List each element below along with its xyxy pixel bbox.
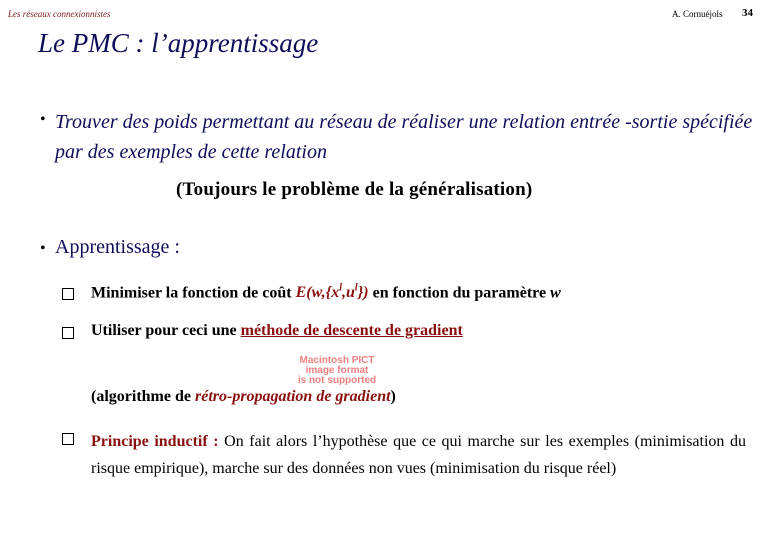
pict-line-3: is not supported xyxy=(297,375,377,385)
subitem-minimise-pre: Minimiser la fonction de coût xyxy=(91,284,296,302)
header-course-title: Les réseaux connexionnistes xyxy=(8,9,111,19)
checkbox-square-icon xyxy=(62,288,74,300)
formula-mid: ,u xyxy=(342,284,355,302)
pict-line-1: Macintosh PICT xyxy=(299,355,375,366)
generalisation-note: (Toujours le problème de la généralisation) xyxy=(176,179,533,200)
backprop-pre: (algorithme de xyxy=(91,388,195,405)
header-author: A. Cornuéjols xyxy=(672,9,723,19)
page-number: 34 xyxy=(742,7,753,19)
formula-end: }) xyxy=(357,284,369,302)
bullet-dot-icon: • xyxy=(40,240,46,257)
slide-title: Le PMC : l’apprentissage xyxy=(38,28,319,58)
bullet-learning-text: Apprentissage : xyxy=(55,236,180,258)
subitem-inductive-principle xyxy=(91,428,746,482)
bullet-goal-text: Trouver des poids permettant au réseau de réaliser une relation entrée -sortie spécifiée par des exemples de cette relation xyxy=(55,111,753,163)
inductive-text: On fait alors l’hypothèse que ce qui marche sur les exemples (minimisation du risque empirique), marche sur des données non vues (minimisation du risque réel) xyxy=(91,433,746,477)
backprop-post: ) xyxy=(390,388,396,405)
pict-unsupported-image xyxy=(242,353,432,385)
subitem-gradient-pre: Utiliser pour ceci une xyxy=(91,322,241,339)
formula-sup-u: l xyxy=(354,283,358,294)
subitem-minimise-post: en fonction du paramètre xyxy=(368,284,551,302)
checkbox-square-icon xyxy=(62,433,74,445)
checkbox-square-icon xyxy=(62,327,74,339)
cost-formula xyxy=(296,284,369,301)
formula-sup-x: l xyxy=(339,283,343,294)
bullet-dot-icon: • xyxy=(40,111,46,128)
subitem-gradient xyxy=(91,322,463,340)
pict-line-2: image format xyxy=(305,365,369,376)
subitem-minimise xyxy=(91,283,561,302)
subitem-backprop xyxy=(91,388,396,406)
backprop-term: rétro-propagation de gradient xyxy=(194,388,391,405)
formula-main: E(w,{x xyxy=(295,284,340,302)
param-w: w xyxy=(550,284,561,302)
inductive-label: Principe inductif : xyxy=(91,433,225,450)
gradient-descent-link[interactable]: méthode de descente de gradient xyxy=(240,322,463,339)
